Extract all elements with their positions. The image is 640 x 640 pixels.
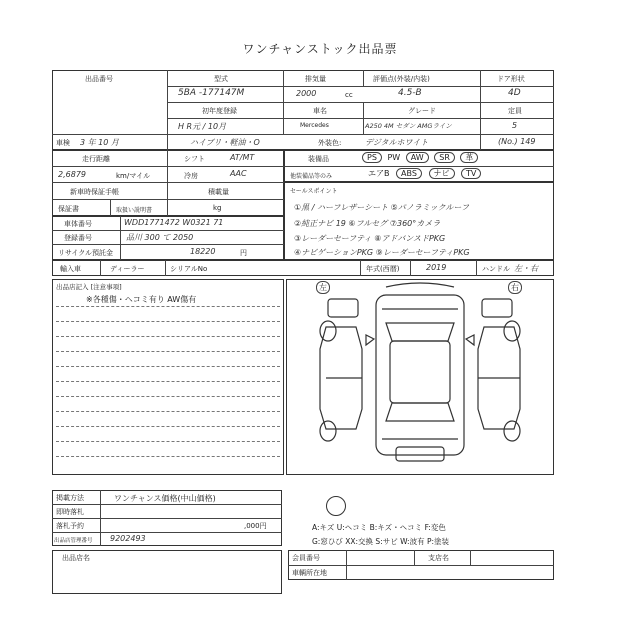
selling-point-line-3: ③レーダーセーフティ ⑧アドバンスドPKG <box>294 234 446 243</box>
eval-label: 評価点(外装/内装) <box>373 75 430 83</box>
inspection-label: 車検 <box>56 139 70 147</box>
equip-pw: PW <box>387 153 401 162</box>
equipment-row-1 <box>362 152 478 163</box>
grade-label: グレード <box>408 107 436 115</box>
import-label: 輸入車 <box>60 265 81 273</box>
method-label: 掲載方法 <box>56 494 84 502</box>
weight-unit: kg <box>213 204 222 212</box>
fuel-value: ハイブリ・軽油・O <box>190 138 260 147</box>
handle-label: ハンドル <box>482 265 510 273</box>
first-reg-label: 初年度登録 <box>202 107 237 115</box>
equip-abs: ABS <box>396 168 422 179</box>
year-value: 2019 <box>426 263 447 272</box>
vin-value: WDD1771472 W0321 71 <box>124 218 224 227</box>
weight-label: 積載量 <box>208 188 229 196</box>
notes-line-1: ※各種傷・ヘコミ有り AW傷有 <box>86 295 197 304</box>
grade-value: A250 4M セダン AMGライン <box>365 122 452 130</box>
mileage-unit: km/マイル <box>116 172 151 180</box>
branch-label: 支店名 <box>428 554 449 562</box>
selling-points-label: セールスポイント <box>290 188 338 195</box>
diagram-left-mark: 左 <box>316 281 330 294</box>
equipment-label: 装備品 <box>308 155 329 163</box>
first-reg-value: H R元 / 10月 <box>178 122 227 131</box>
member-label: 会員番号 <box>292 554 320 562</box>
selling-point-line-4: ④ナビゲーションPKG ⑨レーダーセーフティPKG <box>294 248 470 257</box>
doors-label: ドア形状 <box>497 75 525 83</box>
mileage-value: 2,6879 <box>58 170 86 179</box>
recycle-label: リサイクル預託金 <box>58 249 114 257</box>
equip-sr: SR <box>434 152 455 163</box>
eval-value: 4.5-B <box>398 88 422 98</box>
diagram-right-mark: 右 <box>508 281 522 294</box>
mileage-label: 走行距離 <box>82 155 110 163</box>
cc-value: 2000 <box>296 89 317 98</box>
plate-value: 品川 300 て 2050 <box>126 233 194 242</box>
equip-leather: 革 <box>460 152 478 163</box>
serial-label: シリアルNo <box>170 265 208 273</box>
maker-label: 車名 <box>313 107 327 115</box>
legend-line-2: G:窓ひび XX:交換 S:サビ W:波有 P:塗装 <box>312 537 450 546</box>
start-label: 即時落札 <box>56 508 84 516</box>
equip-navi: ナビ <box>429 168 455 179</box>
notes-box <box>52 279 284 475</box>
notes-label: 出品店記入 [注意事項] <box>56 283 122 291</box>
marker-circle <box>326 496 346 516</box>
maker-value: Mercedes <box>300 122 329 129</box>
store-label: 出品店名 <box>62 554 90 562</box>
equip-airbag: エアB <box>368 169 390 178</box>
color-number: (No.) 149 <box>498 137 536 146</box>
mgmt-number-value: 9202493 <box>110 534 146 543</box>
doors-value: 4D <box>508 88 521 98</box>
manual-label: 新車時保証手帳 <box>70 188 119 196</box>
dealer-label: ディーラー <box>110 265 145 273</box>
equipment-label-2: 他装備品等のみ <box>290 173 333 180</box>
model-value: 5BA -177147M <box>178 88 245 98</box>
selling-point-line-2: ②純正ナビ 19 ⑥フルセグ ⑦360°カメラ <box>294 219 441 228</box>
reserve-label: 落札予約 <box>56 522 84 530</box>
aircon-label: 冷房 <box>184 172 198 180</box>
reserve-unit: ,000円 <box>244 522 267 530</box>
selling-point-line-1: ①黒 / ハーフレザーシート ⑤パノラミックルーフ <box>294 203 469 212</box>
cc-unit: cc <box>345 91 353 99</box>
shift-label: シフト <box>184 155 205 163</box>
equip-tv: TV <box>461 168 481 179</box>
equip-ps: PS <box>362 152 382 163</box>
exterior-color-value: デジタルホワイト <box>365 138 429 147</box>
capacity-value: 5 <box>512 121 518 130</box>
car-damage-diagram <box>286 279 554 475</box>
lot-label: 出品番号 <box>85 75 113 83</box>
equipment-row-2 <box>368 168 481 179</box>
year-label: 年式(西暦) <box>366 265 400 273</box>
warranty-label: 保証書 <box>58 205 79 213</box>
instructions-label: 取扱い説明書 <box>116 207 153 214</box>
aircon-value: AAC <box>230 169 247 178</box>
plate-label: 登録番号 <box>64 234 92 242</box>
vin-label: 車体番号 <box>64 220 92 228</box>
location-label: 車輌所在地 <box>292 569 327 577</box>
recycle-unit: 円 <box>240 249 247 257</box>
shift-value: AT/MT <box>230 153 255 162</box>
inspection-value: 3 年 10 月 <box>80 138 119 147</box>
model-label: 型式 <box>214 75 228 83</box>
header-grid <box>52 70 554 150</box>
exterior-color-label: 外装色: <box>318 139 342 147</box>
equip-aw: AW <box>406 152 429 163</box>
form-title: ワンチャンストック出品票 <box>242 42 398 56</box>
method-value: ワンチャンス価格(中山価格) <box>114 494 216 503</box>
handle-value: 左・右 <box>514 264 538 273</box>
capacity-label: 定員 <box>508 107 522 115</box>
legend-line-1: A:キズ U:ヘコミ B:キズ・ヘコミ F:変色 <box>312 523 446 532</box>
recycle-value: 18220 <box>190 247 216 256</box>
mgmt-number-label: 出品店管理番号 <box>54 538 93 544</box>
cc-label: 排気量 <box>305 75 326 83</box>
